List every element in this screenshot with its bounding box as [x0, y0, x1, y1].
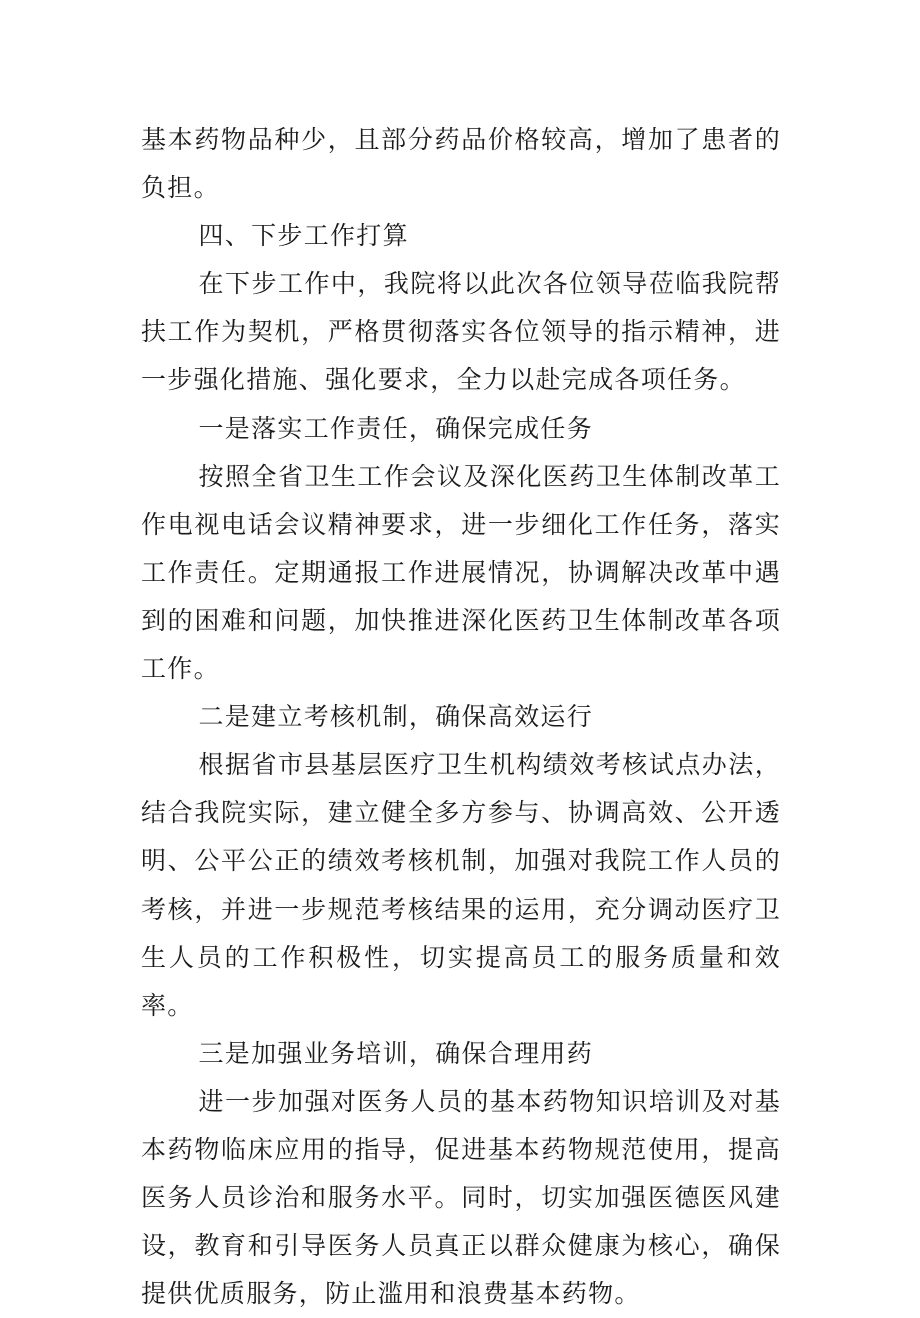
section-heading-next-steps: 四、下步工作打算 [198, 221, 409, 251]
paragraph-next-steps-intro: 在下步工作中，我院将以此次各位领导莅临我院帮扶工作为契机，严格贯彻落实各位领导的指示精神，进一步强化措施、强化要求，全力以赴完成各项任务。 [141, 269, 781, 395]
paragraph-assessment: 根据省市县基层医疗卫生机构绩效考核试点办法，结合我院实际，建立健全多方参与、协调高效、公开透明、公平公正的绩效考核机制，加强对我院工作人员的考核，并进一步规范考核结果的运用，充分调动医疗卫生人员的工作积极性，切实提高员工的服务质量和效率。 [141, 750, 781, 1020]
document-body [141, 116, 781, 1318]
subheading-training: 三是加强业务培训，确保合理用药 [198, 1038, 594, 1068]
paragraph-continuation: 基本药物品种少，且部分药品价格较高，增加了患者的负担。 [141, 125, 781, 203]
paragraph-responsibility: 按照全省卫生工作会议及深化医药卫生体制改革工作电视电话会议精神要求，进一步细化工作任务，落实工作责任。定期通报工作进展情况，协调解决改革中遇到的困难和问题，加快推进深化医药卫生体制改革各项工作。 [141, 461, 781, 684]
subheading-assessment: 二是建立考核机制，确保高效运行 [198, 702, 594, 732]
subheading-responsibility: 一是落实工作责任，确保完成任务 [198, 413, 594, 443]
paragraph-training: 进一步加强对医务人员的基本药物知识培训及对基本药物临床应用的指导，促进基本药物规范使用，提高医务人员诊治和服务水平。同时，切实加强医德医风建设，教育和引导医务人员真正以群众健康为核心，确保提供优质服务，防止滥用和浪费基本药物。 [141, 1086, 781, 1309]
